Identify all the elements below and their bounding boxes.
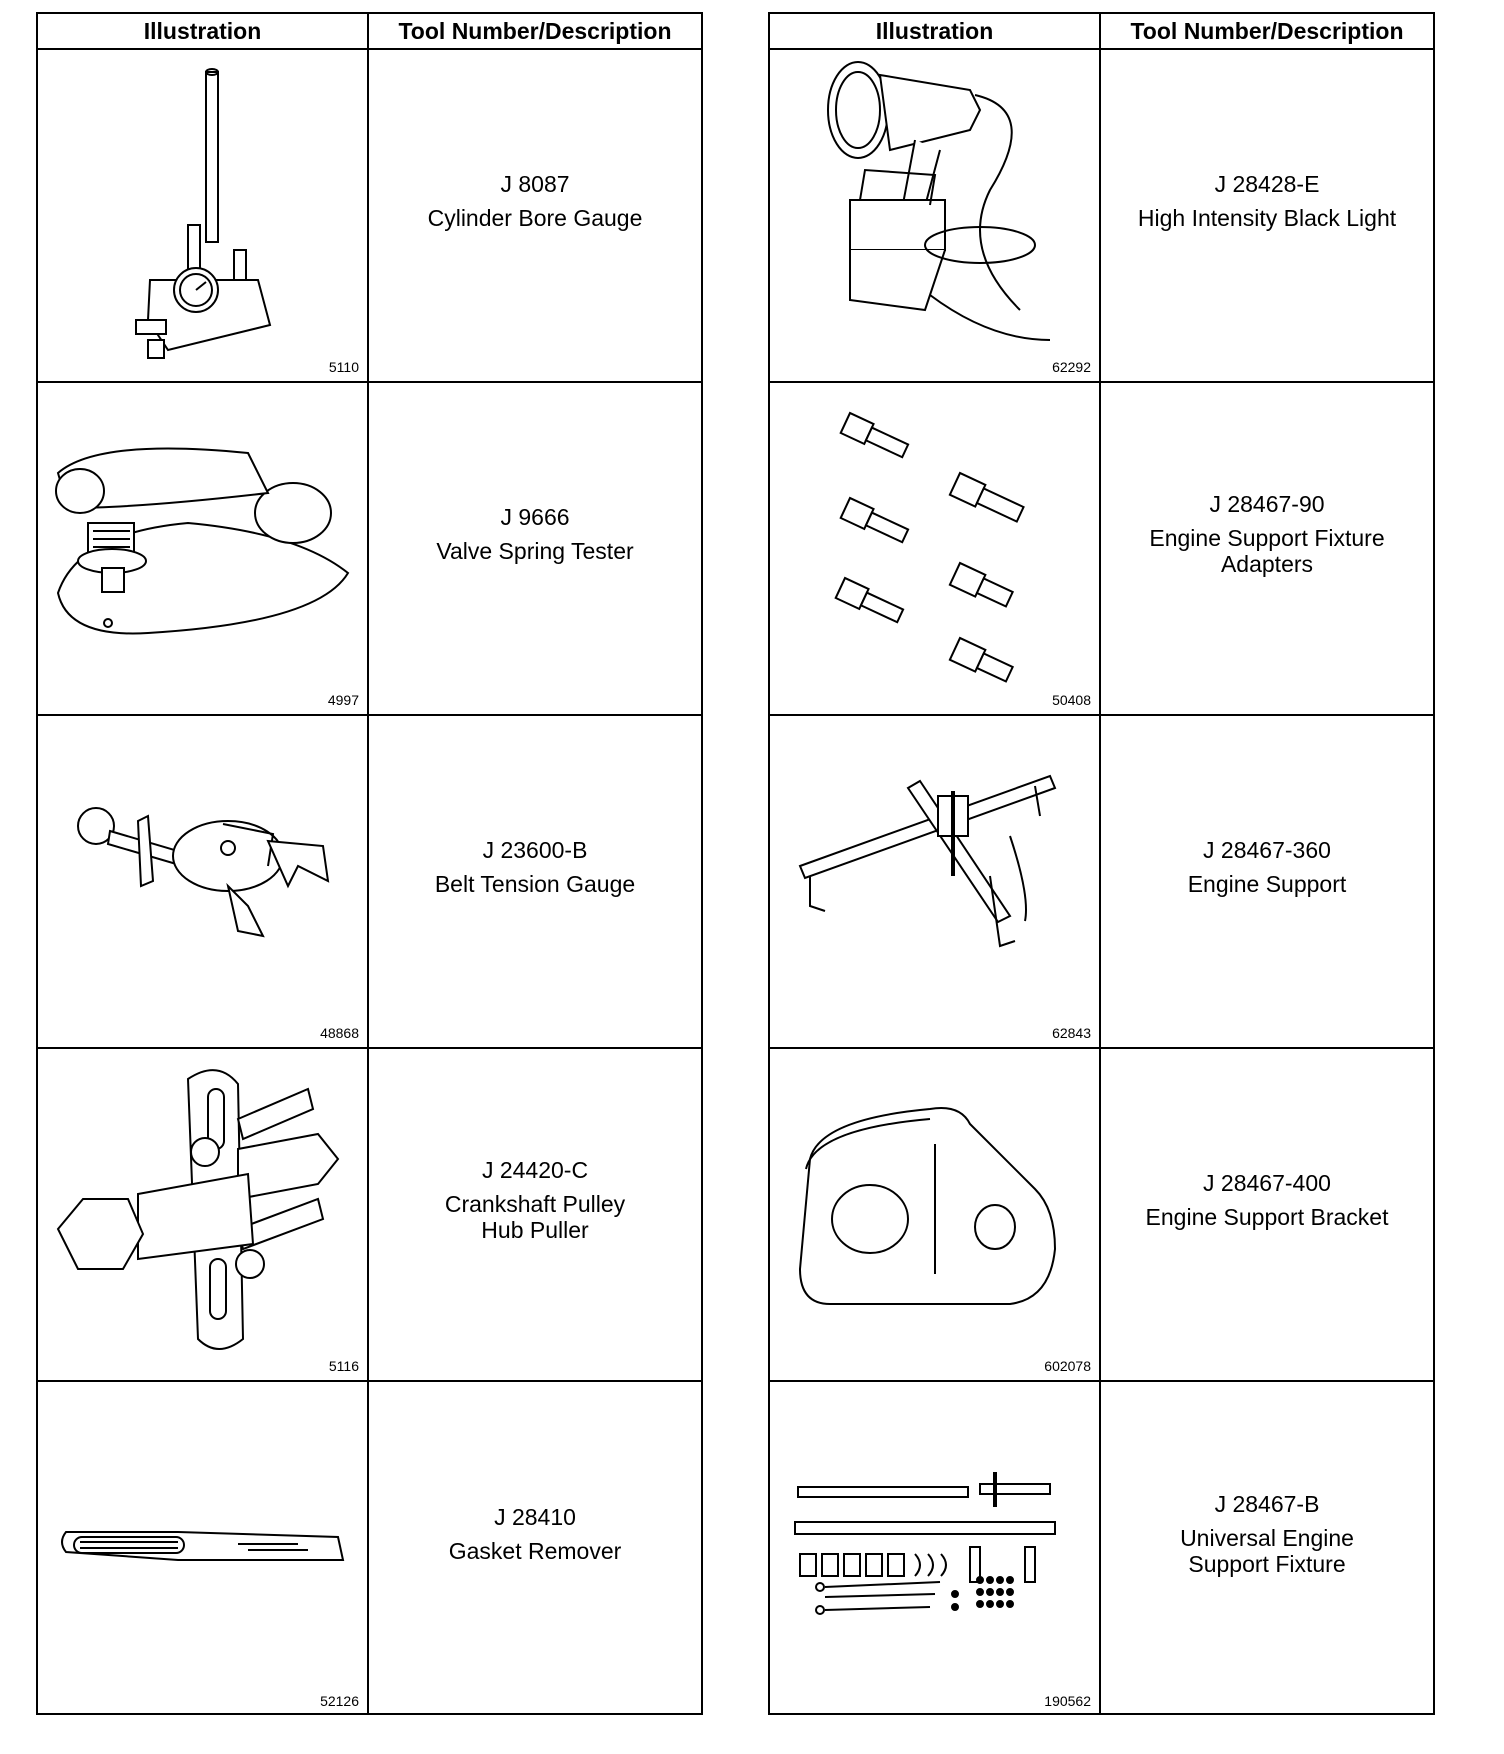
table-row xyxy=(38,1382,701,1715)
table-header xyxy=(38,14,701,50)
description-cell xyxy=(1101,50,1433,381)
header-tool-description: Tool Number/Description xyxy=(398,17,672,44)
table-row xyxy=(38,716,701,1049)
illustration-cell xyxy=(770,50,1101,381)
table-row xyxy=(770,1382,1433,1715)
tool-number: J 28467-B xyxy=(1214,1490,1320,1517)
support-bracket-icon xyxy=(770,1049,1099,1380)
tool-number: J 28428-E xyxy=(1214,170,1320,197)
tool-name: Universal Engine Support Fixture xyxy=(1180,1524,1354,1577)
belt-tension-gauge-icon xyxy=(38,716,367,1047)
tool-number: J 28410 xyxy=(494,1503,576,1530)
figure-number: 4997 xyxy=(327,692,359,708)
tool-name: Engine Support Bracket xyxy=(1145,1203,1389,1230)
header-illustration: Illustration xyxy=(770,14,1101,48)
description-cell xyxy=(1101,716,1433,1047)
tool-name: Engine Support Fixture Adapters xyxy=(1149,524,1385,577)
tool-number: J 9666 xyxy=(500,503,570,530)
universal-fixture-icon xyxy=(770,1382,1099,1713)
illustration-cell xyxy=(770,383,1101,714)
figure-number: 602078 xyxy=(1044,1358,1091,1374)
description-cell xyxy=(369,1049,701,1380)
illustration-cell xyxy=(770,1382,1101,1715)
tool-number: J 24420-C xyxy=(481,1156,589,1183)
illustration-cell xyxy=(38,383,369,714)
table-row xyxy=(770,1049,1433,1382)
figure-number: 62843 xyxy=(1052,1025,1091,1041)
figure-number: 52126 xyxy=(320,1693,359,1709)
figure-number: 5116 xyxy=(328,1358,359,1374)
tool-name: Cylinder Bore Gauge xyxy=(427,204,643,231)
black-light-icon xyxy=(770,50,1099,381)
illustration-cell xyxy=(770,716,1101,1047)
table-row xyxy=(38,1049,701,1382)
header-illustration: Illustration xyxy=(38,14,369,48)
illustration-cell xyxy=(770,1049,1101,1380)
left-tool-table xyxy=(36,12,703,1715)
tool-name: Engine Support xyxy=(1187,870,1347,897)
table-row xyxy=(770,383,1433,716)
tool-name: High Intensity Black Light xyxy=(1137,204,1397,231)
figure-number: 62292 xyxy=(1052,359,1091,375)
table-row xyxy=(770,50,1433,383)
valve-spring-tester-icon xyxy=(38,383,367,714)
tool-number: J 23600-B xyxy=(482,836,588,863)
figure-number: 190562 xyxy=(1044,1693,1091,1709)
figure-number: 48868 xyxy=(320,1025,359,1041)
table-header xyxy=(770,14,1433,50)
fixture-adapters-icon xyxy=(770,383,1099,714)
illustration-cell xyxy=(38,50,369,381)
tool-number: J 8087 xyxy=(500,170,570,197)
illustration-cell xyxy=(38,1049,369,1380)
table-row xyxy=(770,716,1433,1049)
tool-name: Crankshaft Pulley Hub Puller xyxy=(444,1190,626,1243)
illustration-cell xyxy=(38,716,369,1047)
description-cell xyxy=(1101,383,1433,714)
header-tool-description: Tool Number/Description xyxy=(1130,17,1404,44)
engine-support-icon xyxy=(770,716,1099,1047)
description-cell xyxy=(369,1382,701,1715)
description-cell xyxy=(369,716,701,1047)
description-cell xyxy=(1101,1049,1433,1380)
tool-name: Gasket Remover xyxy=(448,1537,622,1564)
tool-number: J 28467-90 xyxy=(1209,490,1325,517)
tool-number: J 28467-360 xyxy=(1203,836,1331,863)
right-tool-table xyxy=(768,12,1435,1715)
table-row xyxy=(38,50,701,383)
description-cell xyxy=(369,50,701,381)
figure-number: 50408 xyxy=(1052,692,1091,708)
tool-name: Valve Spring Tester xyxy=(436,537,634,564)
table-row xyxy=(38,383,701,716)
figure-number: 5110 xyxy=(328,359,359,375)
gasket-remover-icon xyxy=(38,1382,367,1713)
hub-puller-icon xyxy=(38,1049,367,1380)
illustration-cell xyxy=(38,1382,369,1715)
description-cell xyxy=(369,383,701,714)
cylinder-bore-gauge-icon xyxy=(38,50,367,381)
tool-number: J 28467-400 xyxy=(1203,1169,1331,1196)
tool-name: Belt Tension Gauge xyxy=(434,870,636,897)
description-cell xyxy=(1101,1382,1433,1715)
